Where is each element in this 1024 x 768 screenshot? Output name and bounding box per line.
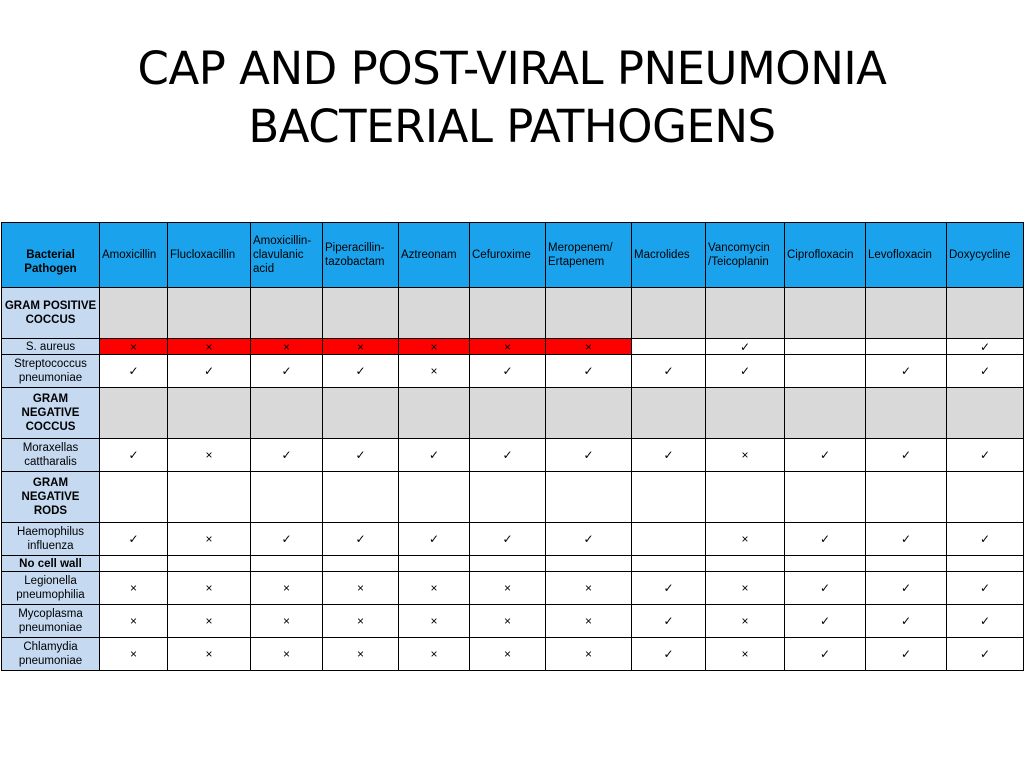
table-group-row bbox=[2, 556, 1024, 572]
header-antibiotic: Cefuroxime bbox=[470, 223, 546, 288]
antibiotic-coverage-table bbox=[1, 222, 1024, 671]
coverage-cell bbox=[866, 288, 947, 339]
cross-icon: × bbox=[399, 572, 470, 605]
check-icon: ✓ bbox=[632, 638, 706, 671]
cross-icon: × bbox=[168, 439, 251, 472]
cross-icon: × bbox=[323, 638, 399, 671]
check-icon: ✓ bbox=[470, 523, 546, 556]
coverage-cell bbox=[323, 556, 399, 572]
pathogen-label: Mycoplasma pneumoniae bbox=[2, 605, 100, 638]
check-icon: ✓ bbox=[100, 355, 168, 388]
coverage-cell bbox=[251, 556, 323, 572]
cross-icon: × bbox=[323, 605, 399, 638]
header-bacterial-pathogen: Bacterial Pathogen bbox=[2, 223, 100, 288]
coverage-cell bbox=[168, 388, 251, 439]
cross-icon: × bbox=[399, 339, 470, 355]
table-row bbox=[2, 439, 1024, 472]
coverage-cell bbox=[470, 472, 546, 523]
check-icon: ✓ bbox=[785, 605, 866, 638]
coverage-cell bbox=[251, 472, 323, 523]
coverage-cell bbox=[706, 556, 785, 572]
pathogen-label: S. aureus bbox=[2, 339, 100, 355]
check-icon: ✓ bbox=[947, 605, 1024, 638]
cross-icon: × bbox=[251, 605, 323, 638]
coverage-cell bbox=[785, 556, 866, 572]
coverage-cell bbox=[706, 288, 785, 339]
coverage-cell bbox=[866, 339, 947, 355]
coverage-cell bbox=[470, 288, 546, 339]
check-icon: ✓ bbox=[470, 355, 546, 388]
cross-icon: × bbox=[168, 638, 251, 671]
coverage-cell bbox=[866, 556, 947, 572]
coverage-cell bbox=[399, 556, 470, 572]
check-icon: ✓ bbox=[251, 439, 323, 472]
cross-icon: × bbox=[399, 355, 470, 388]
cross-icon: × bbox=[706, 605, 785, 638]
header-antibiotic: Flucloxacillin bbox=[168, 223, 251, 288]
slide-title bbox=[0, 40, 1024, 156]
check-icon: ✓ bbox=[251, 523, 323, 556]
cross-icon: × bbox=[251, 339, 323, 355]
check-icon: ✓ bbox=[947, 339, 1024, 355]
check-icon: ✓ bbox=[100, 523, 168, 556]
coverage-cell bbox=[785, 339, 866, 355]
check-icon: ✓ bbox=[168, 355, 251, 388]
pathogen-label: GRAM NEGATIVE COCCUS bbox=[2, 388, 100, 439]
coverage-cell bbox=[706, 388, 785, 439]
coverage-cell bbox=[785, 355, 866, 388]
cross-icon: × bbox=[323, 572, 399, 605]
check-icon: ✓ bbox=[785, 572, 866, 605]
cross-icon: × bbox=[323, 339, 399, 355]
table-header-row bbox=[2, 223, 1024, 288]
check-icon: ✓ bbox=[399, 439, 470, 472]
table-row bbox=[2, 572, 1024, 605]
header-antibiotic: Doxycycline bbox=[947, 223, 1024, 288]
coverage-cell bbox=[947, 388, 1024, 439]
header-antibiotic: Piperacillin-tazobactam bbox=[323, 223, 399, 288]
cross-icon: × bbox=[399, 605, 470, 638]
cross-icon: × bbox=[399, 638, 470, 671]
cross-icon: × bbox=[168, 572, 251, 605]
coverage-cell bbox=[399, 388, 470, 439]
coverage-cell bbox=[632, 472, 706, 523]
check-icon: ✓ bbox=[632, 572, 706, 605]
coverage-cell bbox=[470, 388, 546, 439]
check-icon: ✓ bbox=[866, 439, 947, 472]
table-row bbox=[2, 523, 1024, 556]
cross-icon: × bbox=[100, 339, 168, 355]
check-icon: ✓ bbox=[546, 355, 632, 388]
coverage-cell bbox=[546, 288, 632, 339]
check-icon: ✓ bbox=[866, 572, 947, 605]
pathogen-label: Legionella pneumophilia bbox=[2, 572, 100, 605]
cross-icon: × bbox=[470, 638, 546, 671]
check-icon: ✓ bbox=[546, 523, 632, 556]
check-icon: ✓ bbox=[947, 572, 1024, 605]
coverage-cell bbox=[546, 388, 632, 439]
table-row bbox=[2, 638, 1024, 671]
check-icon: ✓ bbox=[546, 439, 632, 472]
coverage-cell bbox=[632, 288, 706, 339]
cross-icon: × bbox=[168, 605, 251, 638]
check-icon: ✓ bbox=[470, 439, 546, 472]
coverage-cell bbox=[100, 288, 168, 339]
pathogen-label: GRAM NEGATIVE RODS bbox=[2, 472, 100, 523]
coverage-cell bbox=[251, 388, 323, 439]
cross-icon: × bbox=[470, 339, 546, 355]
coverage-cell bbox=[785, 288, 866, 339]
coverage-cell bbox=[546, 472, 632, 523]
cross-icon: × bbox=[546, 605, 632, 638]
cross-icon: × bbox=[546, 638, 632, 671]
coverage-cell bbox=[100, 472, 168, 523]
check-icon: ✓ bbox=[947, 523, 1024, 556]
cross-icon: × bbox=[100, 638, 168, 671]
table-row bbox=[2, 355, 1024, 388]
header-antibiotic: Amoxicillin-clavulanic acid bbox=[251, 223, 323, 288]
check-icon: ✓ bbox=[947, 355, 1024, 388]
check-icon: ✓ bbox=[399, 523, 470, 556]
cross-icon: × bbox=[546, 339, 632, 355]
coverage-cell bbox=[947, 472, 1024, 523]
cross-icon: × bbox=[706, 572, 785, 605]
table-group-row bbox=[2, 388, 1024, 439]
check-icon: ✓ bbox=[251, 355, 323, 388]
coverage-cell bbox=[168, 556, 251, 572]
cross-icon: × bbox=[470, 572, 546, 605]
check-icon: ✓ bbox=[947, 439, 1024, 472]
check-icon: ✓ bbox=[323, 355, 399, 388]
table-body bbox=[2, 288, 1024, 671]
cross-icon: × bbox=[470, 605, 546, 638]
check-icon: ✓ bbox=[632, 355, 706, 388]
check-icon: ✓ bbox=[632, 439, 706, 472]
header-antibiotic: Amoxicillin bbox=[100, 223, 168, 288]
coverage-cell bbox=[947, 556, 1024, 572]
coverage-cell bbox=[947, 288, 1024, 339]
check-icon: ✓ bbox=[866, 523, 947, 556]
coverage-cell bbox=[632, 388, 706, 439]
slide-title-line-1: CAP AND POST-VIRAL PNEUMONIA bbox=[137, 42, 887, 95]
cross-icon: × bbox=[100, 572, 168, 605]
table-group-row bbox=[2, 288, 1024, 339]
check-icon: ✓ bbox=[706, 355, 785, 388]
check-icon: ✓ bbox=[706, 339, 785, 355]
pathogen-label: Moraxellas cattharalis bbox=[2, 439, 100, 472]
coverage-cell bbox=[706, 472, 785, 523]
coverage-cell bbox=[399, 288, 470, 339]
cross-icon: × bbox=[168, 523, 251, 556]
coverage-cell bbox=[399, 472, 470, 523]
check-icon: ✓ bbox=[100, 439, 168, 472]
coverage-cell bbox=[323, 388, 399, 439]
cross-icon: × bbox=[251, 638, 323, 671]
table-row bbox=[2, 339, 1024, 355]
coverage-cell bbox=[323, 288, 399, 339]
check-icon: ✓ bbox=[323, 439, 399, 472]
check-icon: ✓ bbox=[785, 638, 866, 671]
coverage-cell bbox=[546, 556, 632, 572]
pathogen-label: Streptococcus pneumoniae bbox=[2, 355, 100, 388]
coverage-cell bbox=[866, 472, 947, 523]
cross-icon: × bbox=[706, 439, 785, 472]
cross-icon: × bbox=[706, 523, 785, 556]
pathogen-label: GRAM POSITIVE COCCUS bbox=[2, 288, 100, 339]
check-icon: ✓ bbox=[323, 523, 399, 556]
check-icon: ✓ bbox=[947, 638, 1024, 671]
cross-icon: × bbox=[100, 605, 168, 638]
coverage-cell bbox=[785, 472, 866, 523]
coverage-cell bbox=[168, 288, 251, 339]
pathogen-label: Haemophilus influenza bbox=[2, 523, 100, 556]
check-icon: ✓ bbox=[866, 605, 947, 638]
check-icon: ✓ bbox=[632, 605, 706, 638]
table-row bbox=[2, 605, 1024, 638]
coverage-cell bbox=[470, 556, 546, 572]
coverage-cell bbox=[251, 288, 323, 339]
header-antibiotic: Levofloxacin bbox=[866, 223, 947, 288]
coverage-cell bbox=[323, 472, 399, 523]
cross-icon: × bbox=[251, 572, 323, 605]
check-icon: ✓ bbox=[785, 523, 866, 556]
coverage-cell bbox=[632, 556, 706, 572]
slide-title-line-2: BACTERIAL PATHOGENS bbox=[248, 100, 776, 153]
coverage-cell bbox=[100, 388, 168, 439]
pathogen-label: Chlamydia pneumoniae bbox=[2, 638, 100, 671]
pathogen-label: No cell wall bbox=[2, 556, 100, 572]
check-icon: ✓ bbox=[785, 439, 866, 472]
header-antibiotic: Meropenem/ Ertapenem bbox=[546, 223, 632, 288]
header-antibiotic: Ciprofloxacin bbox=[785, 223, 866, 288]
cross-icon: × bbox=[168, 339, 251, 355]
check-icon: ✓ bbox=[866, 355, 947, 388]
coverage-cell bbox=[632, 523, 706, 556]
cross-icon: × bbox=[706, 638, 785, 671]
cross-icon: × bbox=[546, 572, 632, 605]
header-antibiotic: Aztreonam bbox=[399, 223, 470, 288]
table-group-row bbox=[2, 472, 1024, 523]
coverage-cell bbox=[866, 388, 947, 439]
coverage-cell bbox=[785, 388, 866, 439]
coverage-cell bbox=[100, 556, 168, 572]
check-icon: ✓ bbox=[866, 638, 947, 671]
header-antibiotic: Vancomycin /Teicoplanin bbox=[706, 223, 785, 288]
header-antibiotic: Macrolides bbox=[632, 223, 706, 288]
coverage-cell bbox=[632, 339, 706, 355]
coverage-cell bbox=[168, 472, 251, 523]
